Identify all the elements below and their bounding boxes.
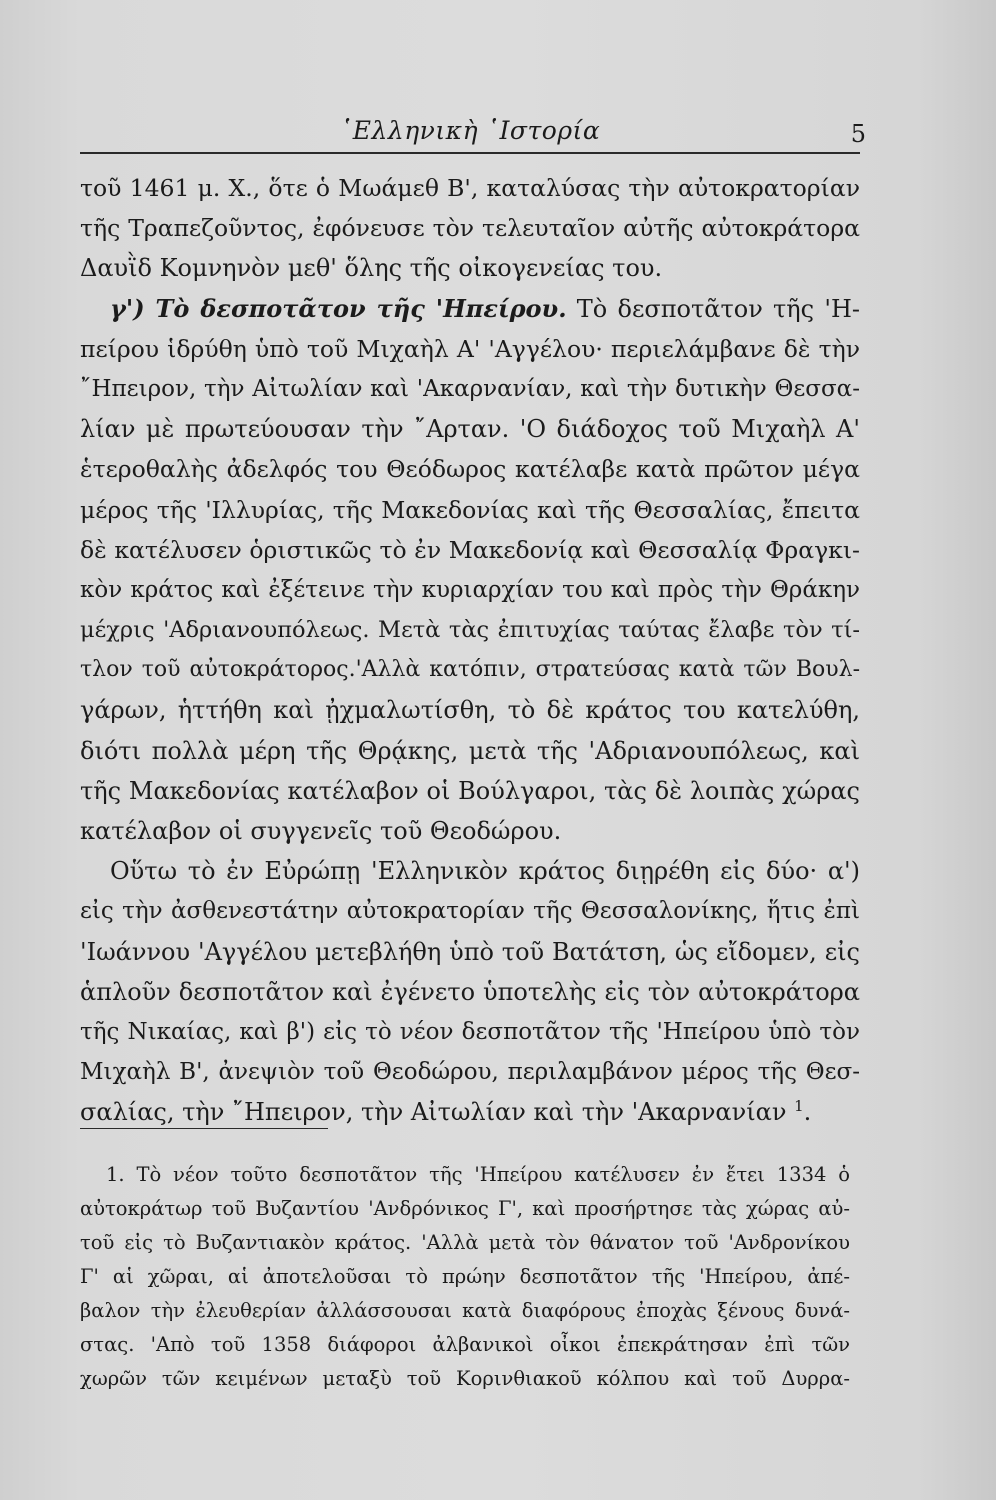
text-line: διότι πολλὰ μέρη τῆς Θρᾴκης, μετὰ τῆς 'Αδριανουπόλεως, καὶ xyxy=(80,736,860,765)
text-line: δὲ κατέλυσεν ὁριστικῶς τὸ ἐν Μακεδονίᾳ καὶ Θεσσαλίᾳ Φραγκι- xyxy=(80,535,860,564)
text-line: μέχρις 'Αδριανουπόλεως. Μετὰ τὰς ἐπιτυχίας ταύτας ἔλαβε τὸν τί- xyxy=(80,617,860,644)
text-line: τῆς Τραπεζοῦντος, ἐφόνευσε τὸν τελευταῖον αὐτῆς αὐτοκράτορα xyxy=(80,214,860,243)
section-first-line-text: Τὸ δεσποτᾶτον τῆς 'Η- xyxy=(576,294,860,323)
page-header xyxy=(80,112,866,152)
page-number: 5 xyxy=(850,120,866,148)
footnote xyxy=(80,1158,850,1396)
text-line: Μιχαὴλ Β', ἀνεψιὸν τοῦ Θεοδώρου, περιλαμβάνον μέρος τῆς Θεσ- xyxy=(80,1059,860,1086)
text-line: τῆς Μακεδονίας κατέλαβον οἱ Βούλγαροι, τὰς δὲ λοιπὰς χώρας xyxy=(80,776,860,805)
text-line: Οὕτω τὸ ἐν Εὐρώπῃ 'Ελληνικὸν κράτος διῃρέθη εἰς δύο· α') xyxy=(110,857,860,886)
footnote-line: Γ' αἱ χῶραι, αἱ ἀποτελοῦσαι τὸ πρώην δεσποτᾶτον τῆς 'Ηπείρου, ἀπέ- xyxy=(80,1265,850,1288)
footnote-line: τοῦ εἰς τὸ Βυζαντιακὸν κράτος. 'Αλλὰ μετὰ τὸν θάνατον τοῦ 'Ανδρονίκου xyxy=(80,1231,850,1254)
section-heading: γ') Τὸ δεσποτᾶτον τῆς 'Ηπείρου. xyxy=(110,293,567,323)
section-first-line xyxy=(80,289,860,329)
running-title: ῾Ελληνικὴ ῾Ιστορία xyxy=(339,116,601,145)
footnote-line: αὐτοκράτωρ τοῦ Βυζαντίου 'Ανδρόνικος Γ', καὶ προσήρτησε τὰς χώρας αὐ- xyxy=(80,1197,850,1220)
text-line: πείρου ἱδρύθη ὑπὸ τοῦ Μιχαὴλ Α' 'Αγγέλου· περιελάμβανε δὲ τὴν xyxy=(80,334,860,363)
text-line: μέρος τῆς 'Ιλλυρίας, τῆς Μακεδονίας καὶ τῆς Θεσσαλίας, ἔπειτα xyxy=(80,495,860,524)
footnote-line: βαλον τὴν ἐλευθερίαν ἀλλάσσουσαι κατὰ διαφόρους ἐποχὰς ξένους δυνά- xyxy=(80,1299,850,1322)
text-line: 'Ιωάννου 'Αγγέλου μετεβλήθη ὑπὸ τοῦ Βατάτση, ὡς εἴδομεν, εἰς xyxy=(80,937,860,966)
text-line: σαλίας, τὴν ῎Ηπειρον, τὴν Αἰτωλίαν καὶ τὴν 'Ακαρνανίαν xyxy=(80,1098,787,1127)
footnote-marker: 1 xyxy=(794,1097,804,1116)
text-line: κὸν κράτος καὶ ἐξέτεινε τὴν κυριαρχίαν του καὶ πρὸς τὴν Θράκην xyxy=(80,576,860,603)
footnote-line: χωρῶν τῶν κειμένων μεταξὺ τοῦ Κορινθιακοῦ κόλπου καὶ τοῦ Δυρρα- xyxy=(80,1367,850,1390)
header-rule xyxy=(80,152,860,154)
text-line-with-footnote: σαλίας, τὴν ῎Ηπειρον, τὴν Αἰτωλίαν καὶ τὴν 'Ακαρνανίαν $^1$. xyxy=(80,1097,812,1127)
text-line: ῎Ηπειρον, τὴν Αἰτωλίαν καὶ 'Ακαρνανίαν, καὶ τὴν δυτικὴν Θεσσα- xyxy=(80,375,860,402)
footnote-line: στας. 'Απὸ τοῦ 1358 διάφοροι ἀλβανικοὶ οἶκοι ἐπεκράτησαν ἐπὶ τῶν xyxy=(80,1333,850,1356)
footnote-line: 1. Τὸ νέον τοῦτο δεσποτᾶτον τῆς 'Ηπείρου κατέλυσεν ἐν ἔτει 1334 ὁ xyxy=(106,1163,850,1186)
text-line: ἑτεροθαλὴς ἀδελφός του Θεόδωρος κατέλαβε κατὰ πρῶτον μέγα xyxy=(80,455,860,484)
text-line: ἁπλοῦν δεσποτᾶτον καὶ ἐγένετο ὑποτελὴς εἰς τὸν αὐτοκράτορα xyxy=(80,977,860,1006)
body-text xyxy=(80,168,860,1133)
text-line: λίαν μὲ πρωτεύουσαν τὴν ῎Αρταν. 'Ο διάδοχος τοῦ Μιχαὴλ Α' xyxy=(80,415,860,444)
text-line: τλον τοῦ αὐτοκράτορος.'Αλλὰ κατόπιν, στρατεύσας κατὰ τῶν Βουλ- xyxy=(80,657,860,683)
text-line: εἰς τὴν ἀσθενεστάτην αὐτοκρατορίαν τῆς Θεσσαλονίκης, ἥτις ἐπὶ xyxy=(80,898,860,925)
text-line: τῆς Νικαίας, καὶ β') εἰς τὸ νέον δεσποτᾶτον τῆς 'Ηπείρου ὑπὸ τὸν xyxy=(80,1018,860,1045)
text-line: Δαυῒδ Κομνηνὸν μεθ' ὅλης τῆς οἰκογενείας του. xyxy=(80,254,663,283)
footnote-rule xyxy=(80,1128,328,1129)
text-line: γάρων, ἡττήθη καὶ ᾐχμαλωτίσθη, τὸ δὲ κράτος του κατελύθη, xyxy=(80,696,860,725)
text-line: κατέλαβον οἱ συγγενεῖς τοῦ Θεοδώρου. xyxy=(80,817,562,845)
text-line: τοῦ 1461 μ. Χ., ὅτε ὁ Μωάμεθ Β', καταλύσας τὴν αὐτοκρατορίαν xyxy=(80,174,860,202)
